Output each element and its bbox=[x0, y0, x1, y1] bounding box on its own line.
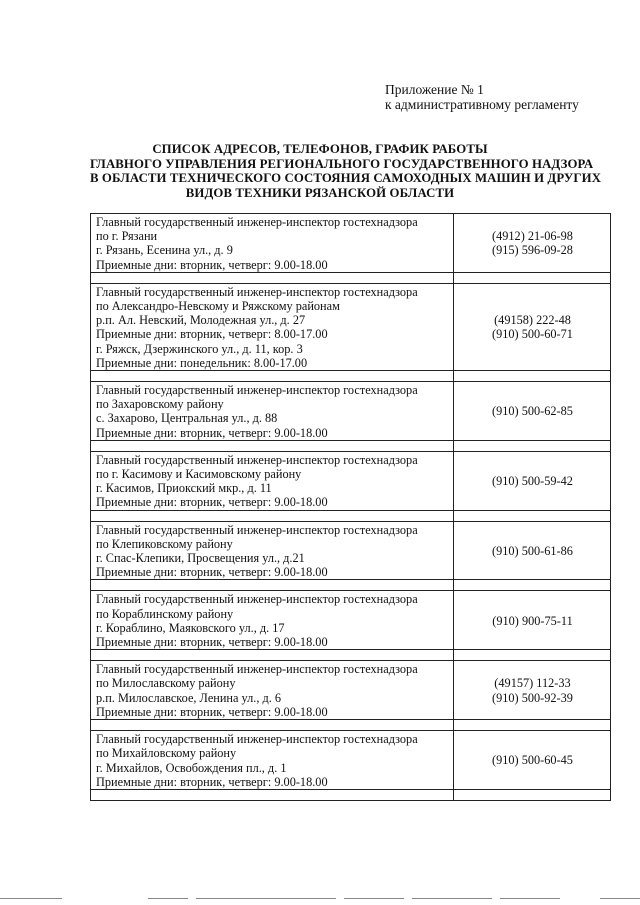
office-detail-line: Приемные дни: вторник, четверг: 9.00-18.00 bbox=[96, 774, 328, 789]
office-row bbox=[91, 731, 611, 790]
offices-table bbox=[90, 213, 611, 801]
title-line: ВИДОВ ТЕХНИКИ РЯЗАНСКОЙ ОБЛАСТИ bbox=[185, 185, 455, 200]
office-info-cell bbox=[91, 731, 454, 790]
spacer-cell bbox=[454, 720, 611, 731]
office-phone-cell bbox=[454, 382, 611, 441]
office-row bbox=[91, 521, 611, 580]
office-info-cell bbox=[91, 214, 454, 273]
office-phone: (910) 500-61-86 bbox=[492, 543, 573, 558]
office-detail-line: по г. Рязани bbox=[96, 229, 158, 244]
office-detail-line: Приемные дни: вторник, четверг: 9.00-18.00 bbox=[96, 495, 328, 510]
office-detail-line: по Михайловскому району bbox=[96, 746, 237, 761]
spacer-cell bbox=[91, 440, 454, 451]
office-phone-cell bbox=[454, 283, 611, 370]
office-phone: (910) 500-60-71 bbox=[492, 327, 573, 342]
office-detail-line: Приемные дни: вторник, четверг: 9.00-18.00 bbox=[96, 635, 328, 650]
office-detail-line: р.п. Ал. Невский, Молодежная ул., д. 27 bbox=[96, 313, 306, 328]
appendix-number: Приложение № 1 bbox=[385, 82, 484, 97]
office-position: Главный государственный инженер-инспектор гостехнадзора bbox=[96, 522, 418, 537]
office-phone-cell bbox=[454, 451, 611, 510]
spacer-row bbox=[91, 510, 611, 521]
spacer-row bbox=[91, 789, 611, 800]
spacer-cell bbox=[91, 789, 454, 800]
office-detail-line: Приемные дни: вторник, четверг: 8.00-17.00 bbox=[96, 327, 328, 342]
spacer-row bbox=[91, 371, 611, 382]
office-detail-line: по Клепиковскому району bbox=[96, 536, 233, 551]
spacer-row bbox=[91, 650, 611, 661]
office-phone-cell bbox=[454, 731, 611, 790]
office-detail-line: Приемные дни: вторник, четверг: 9.00-18.00 bbox=[96, 425, 328, 440]
spacer-cell bbox=[454, 580, 611, 591]
spacer-cell bbox=[454, 440, 611, 451]
office-detail-line: с. Захарово, Центральная ул., д. 88 bbox=[96, 411, 278, 426]
spacer-cell bbox=[454, 371, 611, 382]
office-phone: (910) 500-62-85 bbox=[492, 404, 573, 419]
office-detail-line: г. Касимов, Приокский мкр., д. 11 bbox=[96, 481, 272, 496]
title-line: ГЛАВНОГО УПРАВЛЕНИЯ РЕГИОНАЛЬНОГО ГОСУДАРСТВЕННОГО НАДЗОРА bbox=[90, 156, 594, 171]
appendix-header bbox=[385, 82, 579, 112]
office-position: Главный государственный инженер-инспектор гостехнадзора bbox=[96, 452, 418, 467]
office-detail-line: по Александро-Невскому и Ряжскому районам bbox=[96, 299, 340, 314]
spacer-cell bbox=[91, 510, 454, 521]
office-phone-cell bbox=[454, 661, 611, 720]
spacer-row bbox=[91, 272, 611, 283]
office-detail-line: по Кораблинскому району bbox=[96, 606, 234, 621]
office-info-cell bbox=[91, 661, 454, 720]
office-detail-line: г. Рязань, Есенина ул., д. 9 bbox=[96, 243, 233, 258]
office-info-cell bbox=[91, 591, 454, 650]
office-info-cell bbox=[91, 382, 454, 441]
spacer-cell bbox=[454, 510, 611, 521]
office-detail-line: г. Ряжск, Дзержинского ул., д. 11, кор. 3 bbox=[96, 341, 303, 356]
office-row bbox=[91, 283, 611, 370]
office-phone: (910) 500-92-39 bbox=[492, 690, 573, 705]
office-info-cell bbox=[91, 521, 454, 580]
office-detail-line: Приемные дни: вторник, четверг: 9.00-18.00 bbox=[96, 704, 328, 719]
office-phone: (910) 500-60-45 bbox=[492, 753, 573, 768]
office-position: Главный государственный инженер-инспектор гостехнадзора bbox=[96, 284, 418, 299]
office-row bbox=[91, 451, 611, 510]
spacer-row bbox=[91, 580, 611, 591]
footer-rule bbox=[0, 898, 640, 902]
office-detail-line: по Милославскому району bbox=[96, 676, 236, 691]
office-detail-line: по Захаровскому району bbox=[96, 397, 224, 412]
office-position: Главный государственный инженер-инспектор гостехнадзора bbox=[96, 383, 418, 398]
spacer-cell bbox=[91, 371, 454, 382]
document-title bbox=[90, 142, 602, 200]
office-phone: (49158) 222-48 bbox=[494, 313, 571, 328]
office-position: Главный государственный инженер-инспектор гостехнадзора bbox=[96, 215, 418, 229]
spacer-row bbox=[91, 440, 611, 451]
office-position: Главный государственный инженер-инспектор гостехнадзора bbox=[96, 732, 418, 747]
office-detail-line: р.п. Милославское, Ленина ул., д. 6 bbox=[96, 690, 282, 705]
office-phone: (910) 500-59-42 bbox=[492, 474, 573, 489]
spacer-cell bbox=[91, 650, 454, 661]
office-detail-line: Приемные дни: понедельник: 8.00-17.00 bbox=[96, 355, 308, 370]
office-phone: (915) 596-09-28 bbox=[492, 243, 573, 258]
office-info-cell bbox=[91, 283, 454, 370]
office-detail-line: г. Спас-Клепики, Просвещения ул., д.21 bbox=[96, 551, 305, 566]
title-line: В ОБЛАСТИ ТЕХНИЧЕСКОГО СОСТОЯНИЯ САМОХОДНЫХ МАШИН И ДРУГИХ bbox=[90, 171, 602, 186]
office-position: Главный государственный инженер-инспектор гостехнадзора bbox=[96, 592, 418, 607]
spacer-cell bbox=[91, 580, 454, 591]
office-detail-line: по г. Касимову и Касимовскому району bbox=[96, 467, 302, 482]
office-phone-cell bbox=[454, 214, 611, 273]
office-detail-line: г. Кораблино, Маяковского ул., д. 17 bbox=[96, 620, 285, 635]
office-position: Главный государственный инженер-инспектор гостехнадзора bbox=[96, 662, 418, 677]
office-phone: (910) 900-75-11 bbox=[492, 613, 573, 628]
office-row bbox=[91, 661, 611, 720]
office-detail-line: г. Михайлов, Освобождения пл., д. 1 bbox=[96, 760, 287, 775]
office-phone-cell bbox=[454, 521, 611, 580]
office-info-cell bbox=[91, 451, 454, 510]
office-row bbox=[91, 382, 611, 441]
office-row bbox=[91, 591, 611, 650]
office-phone: (4912) 21-06-98 bbox=[492, 229, 573, 244]
spacer-cell bbox=[91, 272, 454, 283]
appendix-reference: к административному регламенту bbox=[385, 97, 579, 112]
spacer-cell bbox=[91, 720, 454, 731]
office-row bbox=[91, 214, 611, 273]
office-phone: (49157) 112-33 bbox=[494, 676, 571, 691]
spacer-cell bbox=[454, 789, 611, 800]
office-phone-cell bbox=[454, 591, 611, 650]
office-detail-line: Приемные дни: вторник, четверг: 9.00-18.00 bbox=[96, 565, 328, 580]
spacer-cell bbox=[454, 650, 611, 661]
spacer-cell bbox=[454, 272, 611, 283]
office-detail-line: Приемные дни: вторник, четверг: 9.00-18.00 bbox=[96, 257, 328, 272]
title-line: СПИСОК АДРЕСОВ, ТЕЛЕФОНОВ, ГРАФИК РАБОТЫ bbox=[152, 142, 488, 156]
spacer-row bbox=[91, 720, 611, 731]
